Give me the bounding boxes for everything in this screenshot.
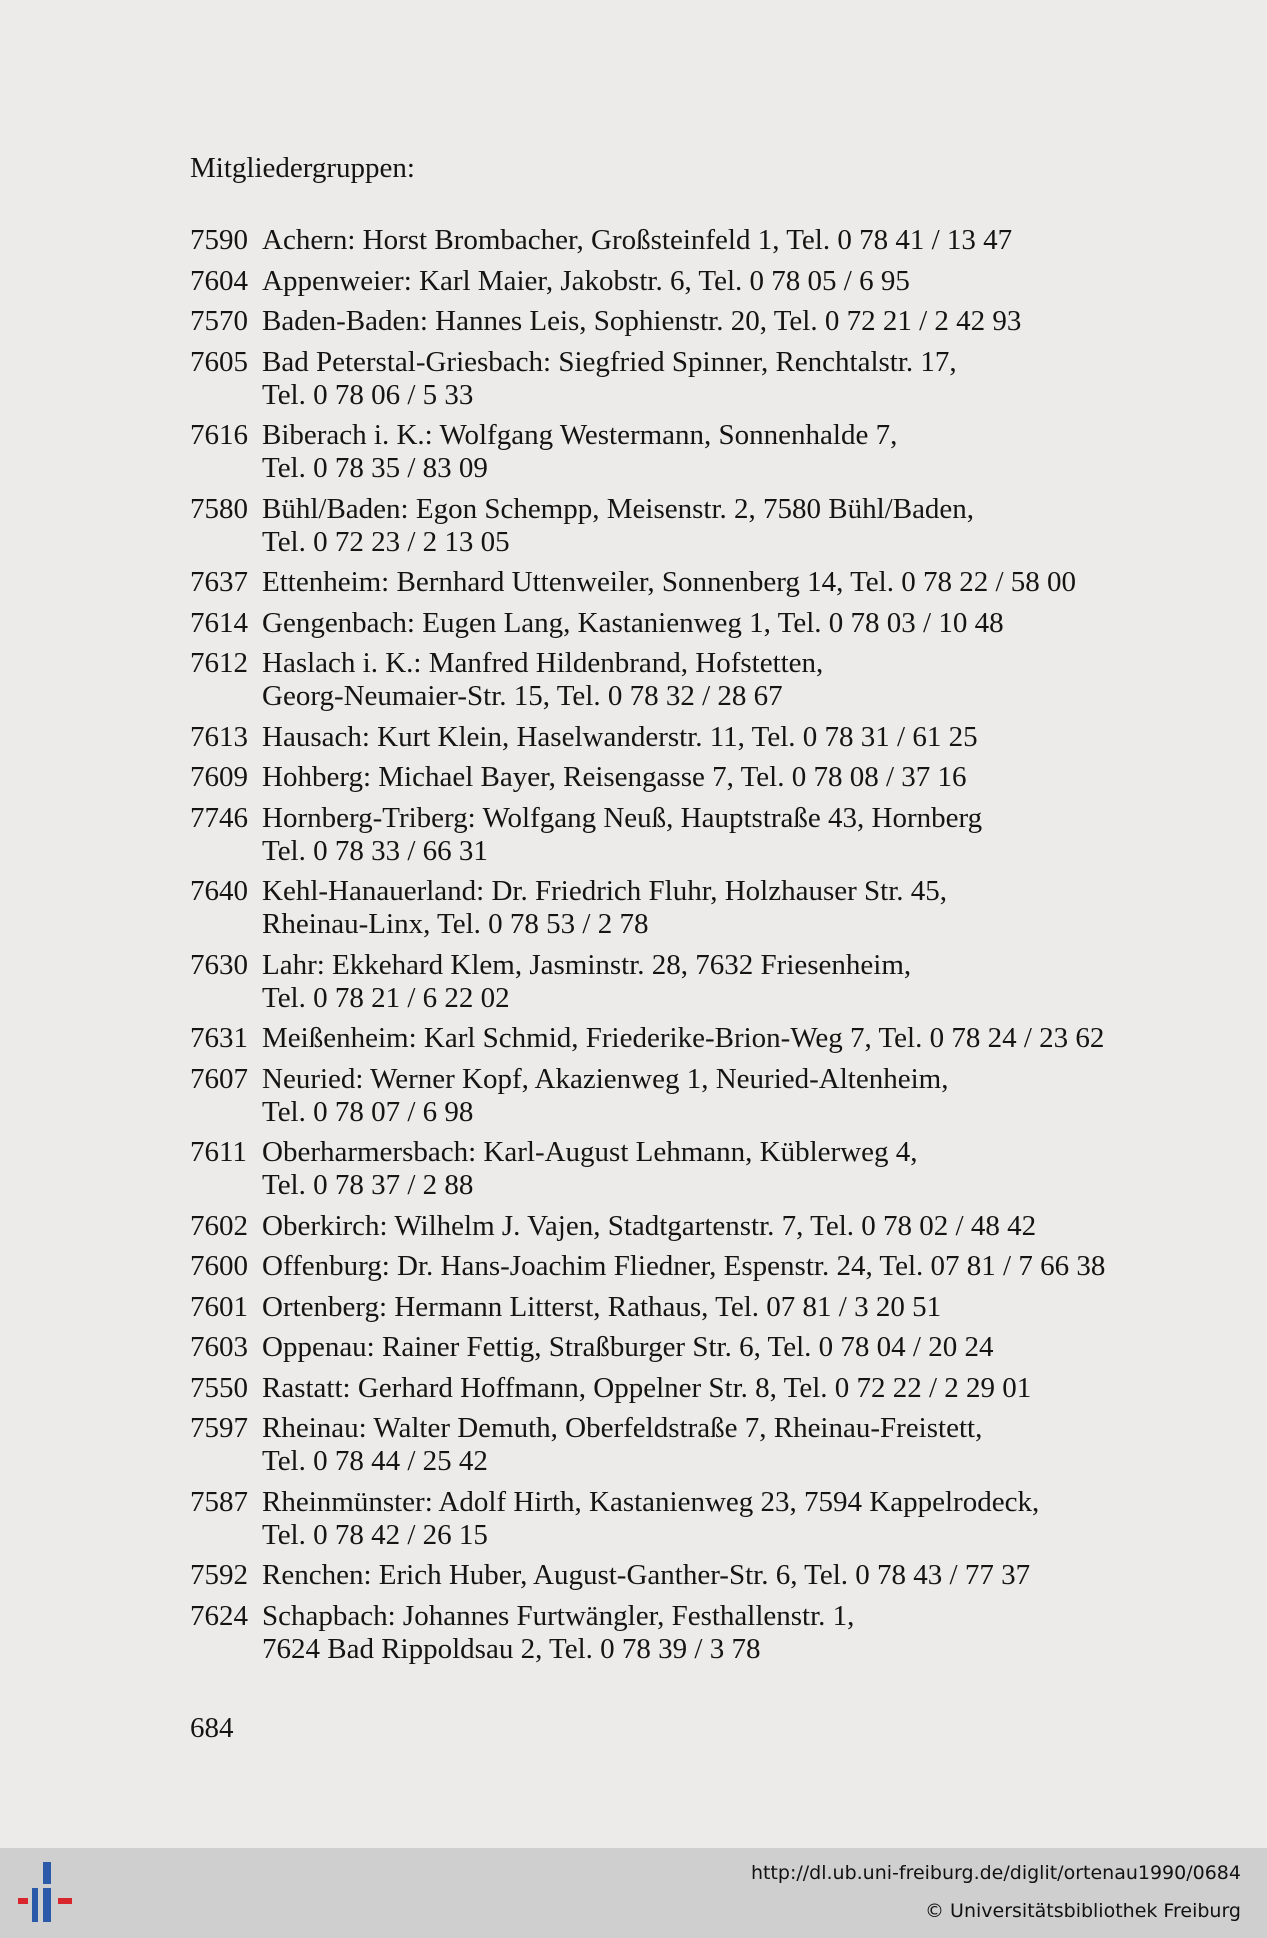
postcode: 7613 [190, 720, 248, 753]
list-item [190, 346, 1190, 412]
list-item [190, 761, 1190, 794]
list-item [190, 224, 1190, 257]
entry-text: Renchen: Erich Huber, August-Ganther-Str. 6, Tel. 0 78 43 / 77 37 [262, 1559, 1031, 1591]
entry-text: Rastatt: Gerhard Hoffmann, Oppelner Str. 8, Tel. 0 72 22 / 2 29 01 [262, 1371, 1032, 1404]
entry-text: Bühl/Baden: Egon Schempp, Meisenstr. 2, 7580 Bühl/Baden, Tel. 0 72 23 / 2 13 05 [262, 492, 975, 558]
ub-freiburg-logo-icon [16, 1858, 80, 1928]
entry-text: Neuried: Werner Kopf, Akazienweg 1, Neuried-Altenheim, Tel. 0 78 07 / 6 98 [262, 1062, 949, 1128]
list-item [190, 1486, 1190, 1552]
entry-text: Oppenau: Rainer Fettig, Straßburger Str. 6, Tel. 0 78 04 / 20 24 [262, 1331, 994, 1363]
list-item [190, 1600, 1190, 1666]
entry-text: Gengenbach: Eugen Lang, Kastanienweg 1, Tel. 0 78 03 / 10 48 [262, 606, 1004, 639]
entry-text: Oberharmersbach: Karl-August Lehmann, Küblerweg 4, Tel. 0 78 37 / 2 88 [262, 1136, 918, 1201]
postcode: 7580 [190, 492, 248, 525]
entry-text: Kehl-Hanauerland: Dr. Friedrich Fluhr, Holzhauser Str. 45, Rheinau-Linx, Tel. 0 78 53 / 2 78 [262, 875, 948, 940]
postcode: 7607 [190, 1062, 248, 1095]
entry-text: Schapbach: Johannes Furtwängler, Festhallenstr. 1, 7624 Bad Rippoldsau 2, Tel. 0 78 39 / 3 78 [262, 1599, 855, 1665]
postcode: 7637 [190, 566, 248, 598]
postcode: 7570 [190, 305, 248, 337]
postcode: 7592 [190, 1559, 248, 1591]
postcode: 7602 [190, 1209, 248, 1242]
list-item [190, 1063, 1190, 1129]
entry-text: Rheinmünster: Adolf Hirth, Kastanienweg 23, 7594 Kappelrodeck, Tel. 0 78 42 / 26 15 [262, 1485, 1040, 1551]
postcode: 7746 [190, 801, 248, 834]
entry-text: Hohberg: Michael Bayer, Reisengasse 7, Tel. 0 78 08 / 37 16 [262, 761, 967, 793]
postcode: 7616 [190, 419, 248, 451]
list-item [190, 607, 1190, 640]
entry-text: Ortenberg: Hermann Litterst, Rathaus, Tel. 07 81 / 3 20 51 [262, 1290, 942, 1323]
list-item [190, 1412, 1190, 1478]
list-item [190, 265, 1190, 298]
postcode: 7601 [190, 1290, 248, 1323]
entry-text: Oberkirch: Wilhelm J. Vajen, Stadtgartenstr. 7, Tel. 0 78 02 / 48 42 [262, 1209, 1037, 1242]
entry-text: Meißenheim: Karl Schmid, Friederike-Brion-Weg 7, Tel. 0 78 24 / 23 62 [262, 1022, 1105, 1054]
entry-text: Rheinau: Walter Demuth, Oberfeldstraße 7, Rheinau-Freistett, Tel. 0 78 44 / 25 42 [262, 1412, 983, 1477]
list-item [190, 647, 1190, 713]
postcode: 7604 [190, 264, 248, 297]
entry-text: Achern: Horst Brombacher, Großsteinfeld 1, Tel. 0 78 41 / 13 47 [262, 224, 1013, 256]
postcode: 7587 [190, 1485, 248, 1518]
postcode: 7614 [190, 606, 248, 639]
postcode: 7603 [190, 1331, 248, 1363]
postcode: 7600 [190, 1250, 248, 1282]
source-url-link[interactable]: http://dl.ub.uni-freiburg.de/diglit/ortenau1990/0684 [750, 1862, 1241, 1884]
list-item [190, 1250, 1190, 1283]
list-item [190, 419, 1190, 485]
postcode: 7640 [190, 875, 248, 907]
list-item [190, 1210, 1190, 1243]
entry-text: Lahr: Ekkehard Klem, Jasminstr. 28, 7632 Friesenheim, Tel. 0 78 21 / 6 22 02 [262, 948, 912, 1014]
list-item [190, 1136, 1190, 1202]
postcode: 7609 [190, 761, 248, 793]
postcode: 7612 [190, 647, 248, 679]
postcode: 7590 [190, 224, 248, 256]
page-number: 684 [190, 1712, 234, 1744]
list-item [190, 721, 1190, 754]
list-item [190, 1291, 1190, 1324]
entry-text: Biberach i. K.: Wolfgang Westermann, Sonnenhalde 7, Tel. 0 78 35 / 83 09 [262, 419, 898, 484]
postcode: 7550 [190, 1371, 248, 1404]
list-item [190, 1022, 1190, 1055]
postcode: 7605 [190, 345, 248, 378]
entry-text: Appenweier: Karl Maier, Jakobstr. 6, Tel. 0 78 05 / 6 95 [262, 264, 910, 297]
list-item [190, 1372, 1190, 1405]
entry-text: Baden-Baden: Hannes Leis, Sophienstr. 20, Tel. 0 72 21 / 2 42 93 [262, 305, 1022, 337]
entry-text: Haslach i. K.: Manfred Hildenbrand, Hofstetten, Georg-Neumaier-Str. 15, Tel. 0 78 32 / 28 67 [262, 647, 824, 712]
entry-text: Hausach: Kurt Klein, Haselwanderstr. 11, Tel. 0 78 31 / 61 25 [262, 720, 978, 753]
copyright-notice: © Universitätsbibliothek Freiburg [925, 1900, 1241, 1922]
list-item [190, 1559, 1190, 1592]
entry-text: Hornberg-Triberg: Wolfgang Neuß, Hauptstraße 43, Hornberg Tel. 0 78 33 / 66 31 [262, 801, 983, 867]
postcode: 7611 [190, 1136, 247, 1168]
entry-text: Bad Peterstal-Griesbach: Siegfried Spinner, Renchtalstr. 17, Tel. 0 78 06 / 5 33 [262, 345, 957, 411]
postcode: 7624 [190, 1599, 248, 1632]
member-group-list [190, 224, 1190, 1673]
list-item [190, 1331, 1190, 1364]
list-item [190, 949, 1190, 1015]
postcode: 7631 [190, 1022, 248, 1054]
list-item [190, 305, 1190, 338]
entry-text: Offenburg: Dr. Hans-Joachim Fliedner, Espenstr. 24, Tel. 07 81 / 7 66 38 [262, 1250, 1106, 1282]
library-footer-bar [0, 1848, 1267, 1938]
list-item [190, 493, 1190, 559]
section-heading: Mitgliedergruppen: [190, 152, 415, 184]
list-item [190, 566, 1190, 599]
list-item [190, 802, 1190, 868]
postcode: 7630 [190, 948, 248, 981]
list-item [190, 875, 1190, 941]
entry-text: Ettenheim: Bernhard Uttenweiler, Sonnenberg 14, Tel. 0 78 22 / 58 00 [262, 566, 1077, 598]
postcode: 7597 [190, 1412, 248, 1444]
